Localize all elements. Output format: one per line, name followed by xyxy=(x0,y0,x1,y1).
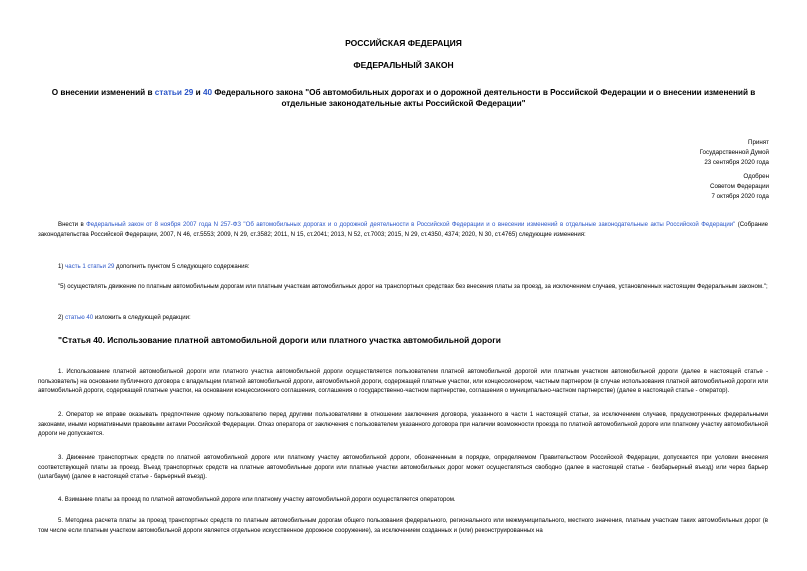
item-1-prefix: 1) xyxy=(58,263,66,270)
title-part-3: Федерального закона "Об автомобильных дорогах и о дорожной деятельности в Российской Федерации и о внесении изменений в отдельные законодательные акты Российской Федерации" xyxy=(212,88,756,108)
country-heading: РОССИЙСКАЯ ФЕДЕРАЦИЯ xyxy=(345,38,462,48)
accepted-label: Принят xyxy=(748,139,769,146)
article-paragraph-2: 2. Оператор не вправе оказывать предпочтение одному пользователю перед другими пользователями в отношении заключения договора, указанного в части 1 настоящей статьи, за исключением случаев, предусмотренных федеральными законами, иными нормативными правовыми актами Российской Федерации. Отказ оператора от заключения с пользователем указанного договора при наличии возможности проезда по платной автомобильной дороге или платному участку автомобильной дороги не допускается. xyxy=(38,411,768,438)
item-1 xyxy=(38,262,768,272)
title-part-2: и xyxy=(193,88,203,97)
title-part-1: О внесении изменений в xyxy=(51,88,155,97)
law-title xyxy=(45,87,762,109)
intro-prefix: Внести в xyxy=(58,221,87,228)
item-1-quote: "5) осуществлять движение по платным автомобильным дорогам или платным участкам автомобильных дорог на транспортных средствах без внесения платы за проезд, за исключением случаев, установленных настоящим Федеральным законом."; xyxy=(58,283,768,290)
accepted-by: Государственной Думой xyxy=(699,149,769,156)
approved-by: Советом Федерации xyxy=(710,183,769,190)
acceptance-block xyxy=(700,138,769,202)
approved-date: 7 октября 2020 года xyxy=(711,193,769,200)
item-2-suffix: изложить в следующей редакции: xyxy=(93,314,191,321)
intro-law-link[interactable]: Федеральный закон от 8 ноября 2007 года N 257-ФЗ "Об автомобильных дорогах и о дорожной деятельности в Российской Федерации и о внесении изменений в отдельные законодательные акты Российской Федерации" xyxy=(86,221,736,228)
article-paragraph-3: 3. Движение транспортных средств по платной автомобильной дороге или платному участку автомобильной дороги, обозначенным в порядке, определяемом Правительством Российской Федерации, допускается при условии внесения соответствующей платы за проезд. Въезд транспортных средств на платные автомобильные дороги или платные участки автомобильных дорог может осуществляться свободно (далее в настоящей статье - безбарьерный въезд) или через барьер (шлагбаум) (далее в настоящей статье - барьерный въезд). xyxy=(38,454,768,481)
intro-suffix: (Собрание законодательства Российской Федерации, 2007, N 46, ст.5553; 2009, N 29, ст.3582; 2011, N 15, ст.2041; 2013, N 52, ст.7003; 2015, N 29, ст.4350, 4374; 2020, N 30, ст.4765) следующие изменения: xyxy=(38,221,768,238)
doc-type-heading: ФЕДЕРАЛЬНЫЙ ЗАКОН xyxy=(353,60,454,70)
article-paragraph-4: 4. Взимание платы за проезд по платной автомобильной дороге или платному участку автомобильной дороги осуществляется оператором. xyxy=(58,496,456,503)
item-1-suffix: дополнить пунктом 5 следующего содержания: xyxy=(114,263,250,270)
item-2 xyxy=(38,313,768,323)
accepted-date: 23 сентября 2020 года xyxy=(704,159,769,166)
title-link-article-29[interactable]: статьи 29 xyxy=(154,88,194,97)
intro-paragraph xyxy=(38,220,768,239)
article-paragraph-1: 1. Использование платной автомобильной дороги или платного участка автомобильной дороги осуществляется пользователем платной автомобильной дорогой или платным участком автомобильной дороги (далее в настоящей статье - пользователь) на основании публичного договора с владельцем платной автомобильной дороги, автомобильной дороги, содержащей платные участки, или концессионером, частным партнером (в случае использования платной автомобильной дороги или автомобильной дороги, содержащей платные участки, на основании концессионного соглашения, соглашения о государственно-частном партнерстве, соглашения о муниципально-частном партнерстве) (далее в настоящей статье - оператор). xyxy=(38,368,768,395)
item-1-link[interactable]: часть 1 статьи 29 xyxy=(65,263,115,270)
title-link-article-40[interactable]: 40 xyxy=(202,88,213,97)
item-2-prefix: 2) xyxy=(58,314,66,321)
article-paragraph-5: 5. Методика расчета платы за проезд транспортных средств по платным автомобильным дорогам общего пользования федерального, регионального или межмуниципального, местного значения, платным участкам таких автомобильных дорог (в том числе если платным участком автомобильной дороги является отдельное искусственное дорожное сооружение), за исключением созданных и (или) реконструированных на xyxy=(38,517,768,534)
approved-label: Одобрен xyxy=(743,173,769,180)
item-2-link[interactable]: статью 40 xyxy=(65,314,94,321)
article-40-title: "Статья 40. Использование платной автомобильной дороги или платного участка автомобильной дороги xyxy=(58,335,501,345)
